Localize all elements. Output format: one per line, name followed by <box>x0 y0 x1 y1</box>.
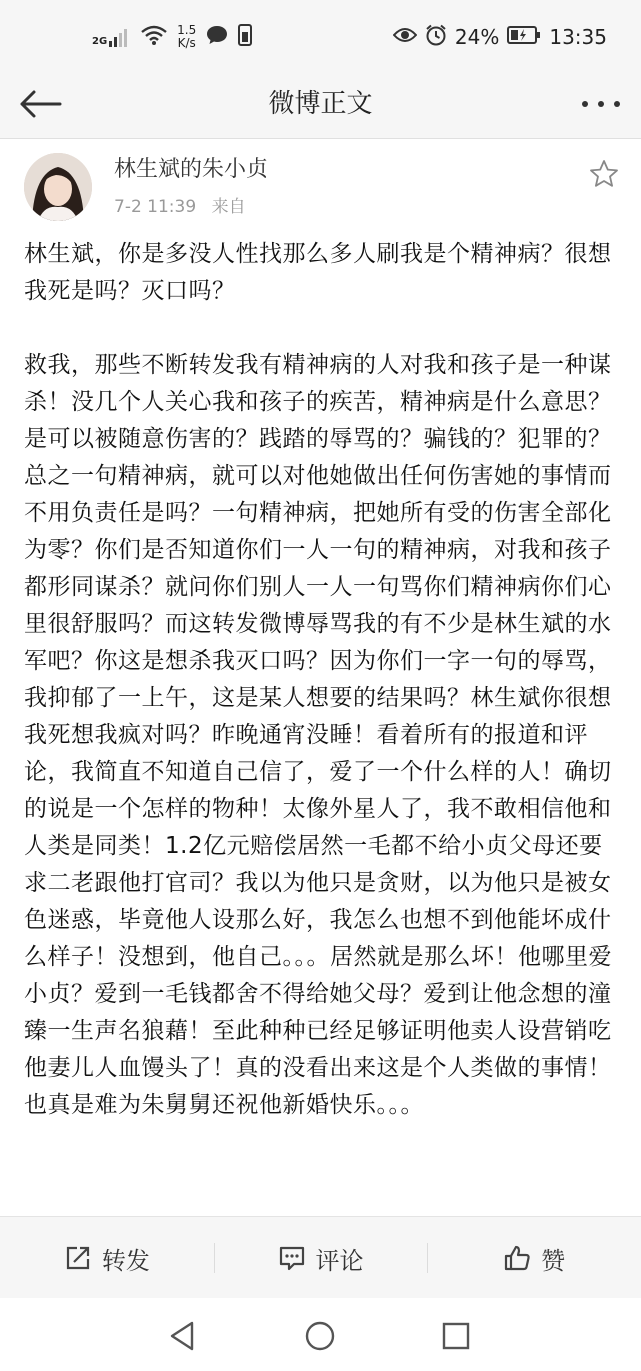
status-right <box>393 22 607 52</box>
repost-label: 转发 <box>101 1246 150 1275</box>
home-circle-icon <box>304 1320 336 1352</box>
action-bar <box>0 1216 641 1299</box>
post-meta <box>114 195 246 219</box>
post-header <box>0 139 641 234</box>
message-icon <box>206 25 228 49</box>
post-paragraph: 林生斌，你是多没人性找那么多人刷我是个精神病？很想我死是吗？灭口吗？ <box>24 241 612 304</box>
battery-percent: 24% <box>454 25 500 49</box>
comment-icon <box>278 1244 306 1272</box>
status-bar <box>0 0 641 70</box>
back-triangle-icon <box>167 1320 197 1352</box>
comment-label: 评论 <box>315 1246 364 1275</box>
post-source-prefix: 来自 <box>211 197 246 217</box>
system-nav-bar <box>0 1298 641 1371</box>
avatar[interactable] <box>24 153 92 221</box>
battery-icon <box>507 25 541 49</box>
clock-time: 13:35 <box>549 25 607 49</box>
eye-icon <box>393 25 417 49</box>
phone-icon <box>238 24 252 50</box>
like-button[interactable] <box>427 1217 641 1299</box>
system-back-button[interactable] <box>162 1316 202 1356</box>
post-body <box>24 236 618 1214</box>
post-paragraph: 也真是难为朱舅舅还祝他新婚快乐。。。 <box>24 1092 424 1118</box>
post-date: 7-2 11:39 <box>114 197 197 217</box>
recents-square-icon <box>441 1321 471 1351</box>
wifi-icon <box>141 25 167 49</box>
network-type: 2G <box>92 36 108 47</box>
page-title: 微博正文 <box>268 89 373 119</box>
repost-button[interactable] <box>0 1217 214 1299</box>
more-button[interactable] <box>575 82 627 126</box>
repost-icon <box>64 1244 92 1272</box>
signal-icon <box>92 27 131 47</box>
thumbs-up-icon <box>503 1244 531 1272</box>
more-dots-icon <box>581 100 621 108</box>
like-label: 赞 <box>541 1246 566 1275</box>
system-recents-button[interactable] <box>436 1316 476 1356</box>
status-left <box>92 22 252 52</box>
post-paragraph: 救我，那些不断转发我有精神病的人对我和孩子是一种谋杀！没几个人关心我和孩子的疾苦，精神病是什么意思？是可以被随意伤害的？践踏的辱骂的？骗钱的？犯罪的？总之一句精神病，就可以对他她做出任何伤害她的事情而不用负责任是吗？一句精神病，把她所有受的伤害全部化为零？你们是否知道你们一人一句的精神病，对我和孩子都形同谋杀？就问你们别人一人一句骂你们精神病你们心里很舒服吗？而这转发微博辱骂我的有不少是林生斌的水军吧？你这是想杀我灭口吗？因为你们一字一句的辱骂，我抑郁了一上午，这是某人想要的结果吗？林生斌你很想我死想我疯对吗？昨晚通宵没睡！看着所有的报道和评论，我简直不知道自己信了，爱了一个什么样的人！确切的说是一个怎样的物种！太像外星人了，我不敢相信他和人类是同类！1.2亿元赔偿居然一毛都不给小贞父母还要求二老跟他打官司？我以为他只是贪财，以为他只是被女色迷惑，毕竟他人设那么好，我怎么也想不到他能坏成什么样子！没想到，他自己。。。居然就是那么坏！他哪里爱小贞？爱到一毛钱都舍不得给她父母？爱到让他念想的潼臻一生声名狼藉！至此种种已经足够证明他卖人设营销吃他妻儿人血馒头了！真的没看出来这是个人类做的事情！ <box>24 352 612 1081</box>
star-icon <box>588 158 620 190</box>
network-speed: 1.5 K/s <box>177 23 197 50</box>
system-home-button[interactable] <box>300 1316 340 1356</box>
comment-button[interactable] <box>214 1217 428 1299</box>
favorite-button[interactable] <box>587 157 621 191</box>
nav-bar <box>0 70 641 139</box>
author-name[interactable]: 林生斌的朱小贞 <box>114 157 269 182</box>
alarm-icon <box>425 24 447 51</box>
